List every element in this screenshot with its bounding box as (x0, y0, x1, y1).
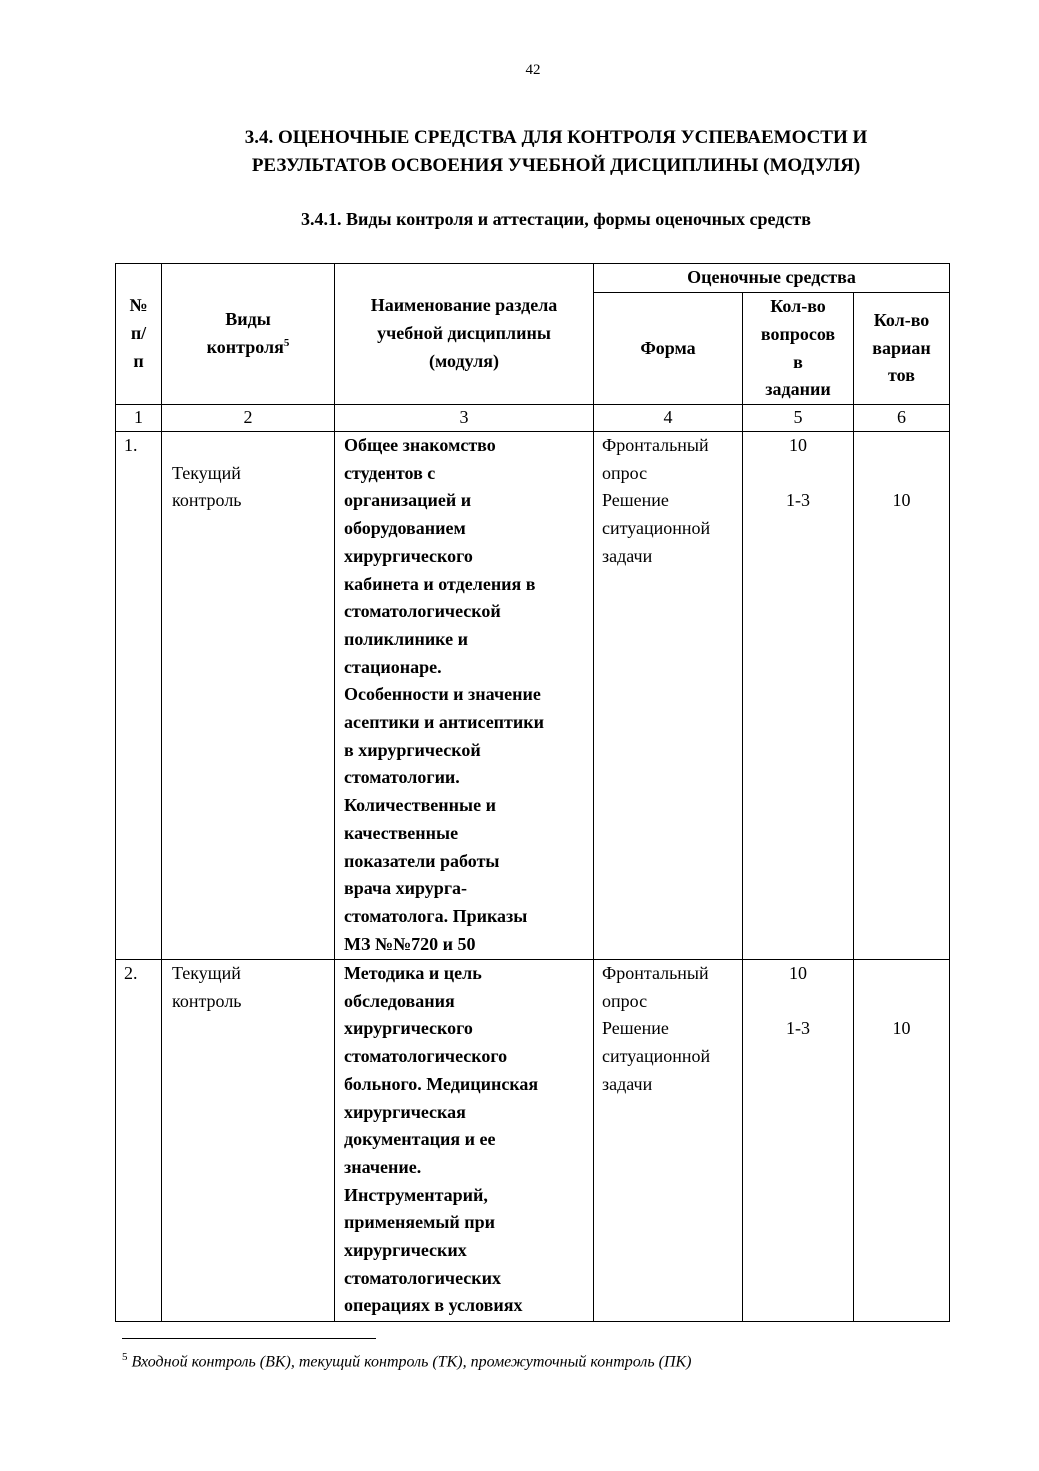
questions-value: 1-3 (786, 490, 810, 511)
section-line: стоматолога. Приказы (344, 905, 528, 926)
header-num-line: п (133, 350, 144, 371)
header-control-line-2 (162, 334, 334, 362)
control-type-line: контроль (172, 990, 242, 1011)
section-line: Количественные и (344, 795, 496, 816)
row-number: 1. (116, 432, 162, 960)
questions-value: 1-3 (786, 1018, 810, 1039)
section-line: стоматологии. (344, 767, 460, 788)
form-line: задачи (602, 1073, 653, 1094)
questions-cell (743, 432, 854, 960)
header-control-word: контроля (206, 337, 284, 357)
header-control-line: Виды (225, 309, 271, 330)
section-line: показатели работы (344, 850, 500, 871)
column-number: 4 (594, 405, 743, 432)
form-line: опрос (602, 462, 648, 483)
column-numbers-row (116, 405, 950, 432)
control-type-cell (162, 960, 335, 1322)
header-section-line: (модуля) (429, 350, 499, 371)
section-line: стационаре. (344, 656, 442, 677)
page-number: 42 (525, 62, 541, 78)
header-variants-line: вариан (872, 337, 931, 358)
header-num-line: п/ (130, 323, 147, 344)
header-variants-line: тов (888, 365, 915, 386)
header-num (116, 264, 162, 405)
header-section-line: Наименование раздела (370, 295, 558, 316)
header-questions-line: Кол-во (770, 296, 826, 317)
questions-value: 10 (789, 435, 807, 455)
form-line: Фронтальный (602, 963, 709, 983)
section-line: в хирургической (344, 739, 481, 760)
variants-value: 10 (892, 490, 911, 511)
section-line: поликлинике и (344, 628, 468, 649)
variants-cell (854, 960, 950, 1322)
section-line: Особенности и значение (344, 684, 541, 705)
questions-cell (743, 960, 854, 1322)
form-line: Решение (602, 1018, 669, 1039)
form-line: ситуационной (602, 1046, 711, 1067)
control-type-cell (162, 432, 335, 960)
form-line: задачи (602, 545, 653, 566)
control-type-line: Текущий (172, 963, 241, 983)
variants-value: 10 (892, 1018, 911, 1039)
section-line: Общее знакомство (344, 435, 496, 455)
form-cell (594, 960, 743, 1322)
section-title-line-2: РЕЗУЛЬТАТОВ ОСВОЕНИЯ УЧЕБНОЙ ДИСЦИПЛИНЫ (МОДУЛЯ) (251, 155, 861, 176)
form-line: ситуационной (602, 518, 711, 539)
section-line: хирургическая (344, 1101, 466, 1122)
section-line: стоматологических (344, 1267, 502, 1288)
section-name-cell (335, 960, 594, 1322)
header-variants-line: Кол-во (873, 309, 930, 330)
section-line: врача хирурга- (344, 878, 467, 899)
footnote (122, 1351, 691, 1371)
column-number: 1 (116, 405, 162, 432)
assessment-table (115, 263, 950, 1322)
variants-cell (854, 432, 950, 960)
section-name-cell (335, 432, 594, 960)
section-line: хирургического (344, 545, 473, 566)
section-line: стоматологического (344, 1046, 508, 1067)
section-line: МЗ №№720 и 50 (344, 933, 476, 954)
table-row (116, 960, 950, 1322)
header-num-line: № (129, 295, 148, 316)
header-section-line: учебной дисциплины (377, 323, 551, 344)
section-line: организацией и (344, 490, 472, 511)
form-line: опрос (602, 990, 648, 1011)
header-variants-count (854, 293, 950, 405)
control-type-line: контроль (172, 490, 242, 511)
section-line: хирургического (344, 1018, 473, 1039)
section-line: Инструментарий, (344, 1184, 488, 1205)
section-line: асептики и антисептики (344, 712, 545, 733)
control-type-line: Текущий (172, 462, 241, 483)
section-line: кабинета и отделения в (344, 573, 536, 594)
header-control-type (162, 264, 335, 405)
section-line: стоматологической (344, 601, 501, 622)
section-line: Методика и цель (344, 963, 482, 983)
header-questions-line: задании (765, 379, 831, 400)
column-number: 3 (335, 405, 594, 432)
column-number: 2 (162, 405, 335, 432)
section-line: операциях в условиях (344, 1295, 523, 1316)
header-form: Форма (594, 293, 743, 405)
section-line: документация и ее (344, 1129, 496, 1150)
header-section-name (335, 264, 594, 405)
section-line: качественные (344, 822, 459, 843)
form-line: Фронтальный (602, 435, 709, 455)
section-title (150, 124, 962, 180)
section-line: обследования (344, 990, 455, 1011)
subsection-title: 3.4.1. Виды контроля и аттестации, формы оценочных средств (301, 209, 811, 229)
header-questions-count (743, 293, 854, 405)
section-line: хирургических (344, 1240, 467, 1261)
header-questions-line: в (793, 351, 803, 372)
footnote-text: Входной контроль (ВК), текущий контроль (ТК), промежуточный контроль (ПК) (131, 1353, 692, 1371)
section-line: студентов с (344, 462, 436, 483)
column-number: 6 (854, 405, 950, 432)
column-number: 5 (743, 405, 854, 432)
header-questions-line: вопросов (760, 323, 836, 344)
questions-value: 10 (789, 963, 807, 983)
header-assessment-group: Оценочные средства (594, 264, 950, 293)
section-line: больного. Медицинская (344, 1073, 539, 1094)
footnote-mark: 5 (122, 1351, 128, 1363)
section-line: применяемый при (344, 1212, 496, 1233)
section-line: оборудованием (344, 518, 466, 539)
footnote-reference: 5 (283, 337, 290, 349)
table-row (116, 432, 950, 960)
form-cell (594, 432, 743, 960)
form-line: Решение (602, 490, 669, 511)
footnote-divider (122, 1338, 376, 1339)
section-line: значение. (344, 1156, 422, 1177)
section-title-line-1: 3.4. ОЦЕНОЧНЫЕ СРЕДСТВА ДЛЯ КОНТРОЛЯ УСПЕВАЕМОСТИ И (244, 127, 868, 148)
row-number: 2. (116, 960, 162, 1322)
